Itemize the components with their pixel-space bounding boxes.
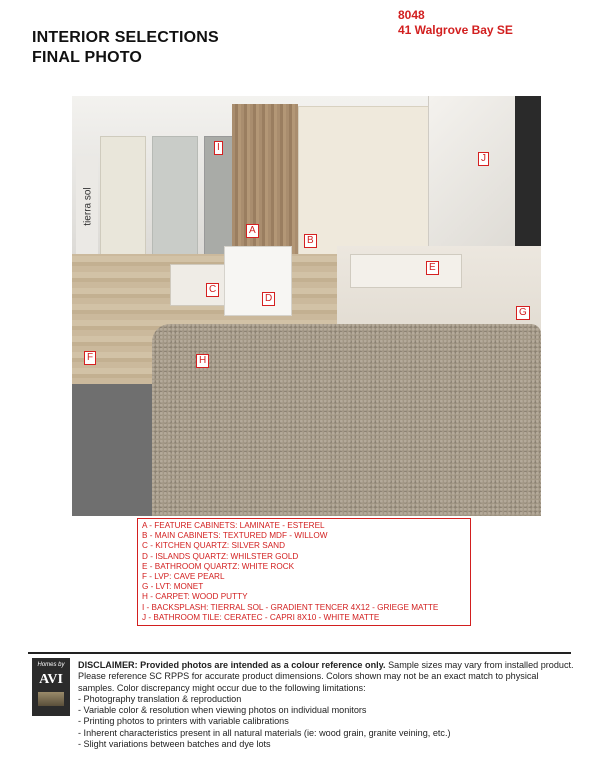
legend-item: D - ISLANDS QUARTZ: WHILSTER GOLD xyxy=(142,551,299,561)
title-line-2: FINAL PHOTO xyxy=(32,49,143,66)
bathroom-tile-j xyxy=(428,96,515,251)
label-j: J xyxy=(478,152,489,166)
legend-item: F - LVP: CAVE PEARL xyxy=(142,572,225,582)
laminate-sample-a xyxy=(232,104,298,254)
carpet-sample-h xyxy=(152,324,541,516)
label-d: D xyxy=(262,292,275,306)
label-a: A xyxy=(246,224,259,238)
footer-divider xyxy=(28,652,571,654)
backsplash-strip-2 xyxy=(152,136,198,258)
selections-photo xyxy=(72,96,541,516)
legend-item: I - BACKSPLASH: TIERRAL SOL - GRADIENT TENCER 4X12 - GRIEGE MATTE xyxy=(142,602,439,612)
label-f: F xyxy=(84,351,96,365)
quartz-sample-d xyxy=(224,246,292,316)
disclaimer xyxy=(78,660,574,750)
lot-info xyxy=(398,8,513,38)
tierra-sol-brand: tierra sol xyxy=(82,187,94,226)
title-line-1: INTERIOR SELECTIONS xyxy=(32,29,219,46)
disclaimer-bullet: - Variable color & resolution when viewing photos on individual monitors xyxy=(78,705,367,716)
legend-item: G - LVT: MONET xyxy=(142,582,204,592)
disclaimer-bullet: - Photography translation & reproduction xyxy=(78,693,242,704)
legend-item: A - FEATURE CABINETS: LAMINATE - ESTEREL xyxy=(142,521,325,530)
label-h: H xyxy=(196,354,209,368)
legend-item: C - KITCHEN QUARTZ: SILVER SAND xyxy=(142,541,285,551)
legend-item: E - BATHROOM QUARTZ: WHITE ROCK xyxy=(142,561,295,571)
tierra-sol-display xyxy=(76,156,98,266)
selections-legend xyxy=(137,518,471,626)
backsplash-strip-1 xyxy=(100,136,146,258)
disclaimer-bullet: - Inherent characteristics present in all natural materials (ie: wood grain, granite veining, etc.) xyxy=(78,727,451,738)
legend-item: J - BATHROOM TILE: CERATEC - CAPRI 8X10 - WHITE MATTE xyxy=(142,612,380,622)
label-g: G xyxy=(516,306,530,320)
disclaimer-bullet: - Slight variations between batches and dye lots xyxy=(78,739,271,750)
mdf-sample-b xyxy=(298,106,430,256)
logo-top-text: Homes by xyxy=(37,662,65,668)
legend-item: H - CARPET: WOOD PUTTY xyxy=(142,592,248,602)
lot-address: 41 Walgrove Bay SE xyxy=(398,23,513,37)
company-logo xyxy=(32,658,70,716)
legend-item: B - MAIN CABINETS: TEXTURED MDF - WILLOW xyxy=(142,531,328,541)
disclaimer-heading: DISCLAIMER: Provided photos are intended as a colour reference only. xyxy=(78,660,386,670)
logo-text: AVI xyxy=(39,672,63,687)
disclaimer-bullet: - Printing photos to printers with variable calibrations xyxy=(78,716,289,727)
label-e: E xyxy=(426,261,439,275)
lot-number: 8048 xyxy=(398,8,425,22)
logo-emblem xyxy=(38,692,64,706)
disclaimer-body: Sample sizes may vary from installed product. Please reference SC RPPS for accurate product dimensions. Colors shown may not be an exact match to physical samples. Color discrepancy might occur due to the following limitations: xyxy=(78,660,574,693)
quartz-sample-c xyxy=(170,264,232,306)
label-b: B xyxy=(304,234,317,248)
quartz-sample-e xyxy=(350,254,462,288)
page-title xyxy=(32,28,219,68)
label-i: I xyxy=(214,141,223,155)
label-c: C xyxy=(206,283,219,297)
